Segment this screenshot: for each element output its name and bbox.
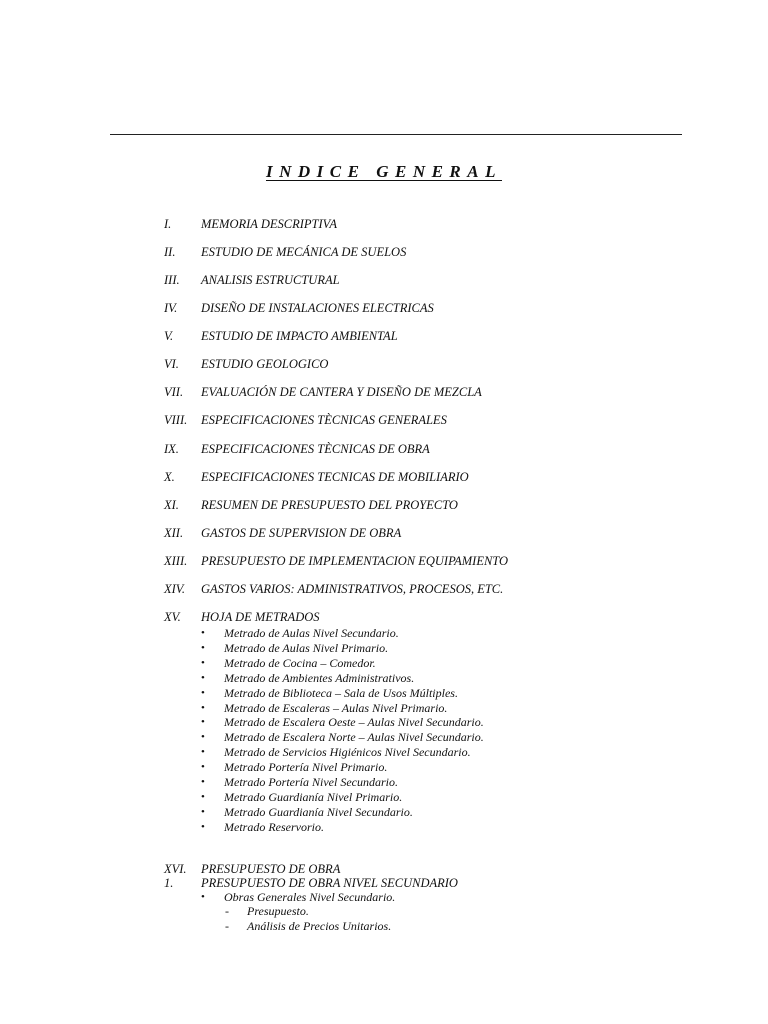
bullet-icon: •: [201, 716, 205, 728]
toc-entry-label: PRESUPUESTO DE OBRA NIVEL SECUNDARIO: [201, 876, 458, 890]
toc-entry-label: ESTUDIO DE MECÁNICA DE SUELOS: [201, 245, 407, 259]
toc-entry-label: MEMORIA DESCRIPTIVA: [201, 217, 337, 231]
bullet-icon: •: [201, 821, 205, 833]
bullet-icon: •: [201, 657, 205, 669]
bullet-icon: •: [201, 687, 205, 699]
dash-icon: -: [225, 918, 229, 933]
obras-generales-label: Obras Generales Nivel Secundario.: [224, 890, 396, 904]
metrado-label: Metrado de Aulas Nivel Primario.: [224, 641, 389, 655]
toc-entry-number: 1.: [164, 876, 174, 890]
page-title: INDICE GENERAL: [265, 162, 502, 181]
toc-entry-number: IX.: [164, 442, 179, 456]
toc-entry-number: VI.: [164, 357, 179, 371]
toc-entry-label: PRESUPUESTO DE IMPLEMENTACION EQUIPAMIENTO: [201, 554, 509, 568]
metrado-label: Metrado de Biblioteca – Sala de Usos Múltiples.: [224, 686, 458, 700]
toc-entry-number: XII.: [164, 526, 184, 540]
metrado-label: Metrado de Escaleras – Aulas Nivel Primario.: [224, 701, 448, 715]
toc-entry-label: RESUMEN DE PRESUPUESTO DEL PROYECTO: [201, 498, 458, 512]
bullet-icon: •: [201, 702, 205, 714]
metrado-label: Metrado de Aulas Nivel Secundario.: [224, 626, 399, 640]
metrado-label: Metrado de Cocina – Comedor.: [224, 656, 376, 670]
bullet-icon: •: [201, 761, 205, 773]
toc-entry-number: III.: [164, 273, 180, 287]
bullet-icon: •: [201, 642, 205, 654]
header-rule: [110, 134, 682, 135]
toc-entry-label: PRESUPUESTO DE OBRA: [201, 862, 341, 876]
metrado-label: Metrado Guardianía Nivel Primario.: [224, 790, 403, 804]
toc-entry-label: ESTUDIO DE IMPACTO AMBIENTAL: [201, 329, 398, 343]
toc-entry-label: ESPECIFICACIONES TÈCNICAS GENERALES: [201, 413, 447, 427]
toc-entry-label: DISEÑO DE INSTALACIONES ELECTRICAS: [201, 301, 434, 315]
bullet-icon: •: [201, 891, 205, 903]
bullet-icon: •: [201, 806, 205, 818]
toc-entry-number: VII.: [164, 385, 184, 399]
bullet-icon: •: [201, 731, 205, 743]
metrado-label: Metrado de Escalera Norte – Aulas Nivel Secundario.: [224, 730, 484, 744]
bullet-icon: •: [201, 746, 205, 758]
metrado-label: Metrado de Ambientes Administrativos.: [224, 671, 415, 685]
toc-entry-label: ESPECIFICACIONES TECNICAS DE MOBILIARIO: [201, 470, 469, 484]
dash-icon: -: [225, 904, 229, 918]
toc-entry-number: XVI.: [164, 862, 187, 876]
toc-entry-label: GASTOS VARIOS: ADMINISTRATIVOS, PROCESOS, ETC.: [201, 582, 504, 596]
toc-entry-number: XIV.: [164, 582, 185, 596]
bullet-icon: •: [201, 791, 205, 803]
metrado-label: Metrado de Servicios Higiénicos Nivel Secundario.: [224, 745, 471, 759]
toc-entry-number: II.: [164, 245, 176, 259]
obras-sub-label: Presupuesto.: [247, 904, 309, 918]
metrado-label: Metrado de Escalera Oeste – Aulas Nivel Secundario.: [224, 715, 484, 729]
obras-sub-label: Análisis de Precios Unitarios.: [247, 918, 392, 933]
metrado-label: Metrado Portería Nivel Secundario.: [224, 775, 398, 789]
toc-entry-number: XIII.: [164, 554, 188, 568]
toc-entry-number: I.: [164, 217, 172, 231]
toc-entry-label: EVALUACIÓN DE CANTERA Y DISEÑO DE MEZCLA: [201, 385, 482, 399]
bullet-icon: •: [201, 776, 205, 788]
metrado-label: Metrado Guardianía Nivel Secundario.: [224, 805, 413, 819]
toc-entry-label: ESPECIFICACIONES TÈCNICAS DE OBRA: [201, 442, 430, 456]
toc-entry-number: V.: [164, 329, 174, 343]
toc-entry-label: HOJA DE METRADOS: [201, 610, 320, 624]
toc-entry-number: X.: [164, 470, 175, 484]
metrado-label: Metrado Reservorio.: [224, 820, 324, 834]
bullet-icon: •: [201, 672, 205, 684]
toc-entry-label: ESTUDIO GEOLOGICO: [201, 357, 329, 371]
toc-entry-number: XV.: [164, 610, 181, 624]
toc-entry-label: GASTOS DE SUPERVISION DE OBRA: [201, 526, 402, 540]
toc-entry-number: XI.: [164, 498, 179, 512]
toc-entry-number: VIII.: [164, 413, 188, 427]
metrado-label: Metrado Portería Nivel Primario.: [224, 760, 388, 774]
bullet-icon: •: [201, 627, 205, 639]
toc-entry-number: IV.: [164, 301, 178, 315]
toc-entry-label: ANALISIS ESTRUCTURAL: [201, 273, 340, 287]
